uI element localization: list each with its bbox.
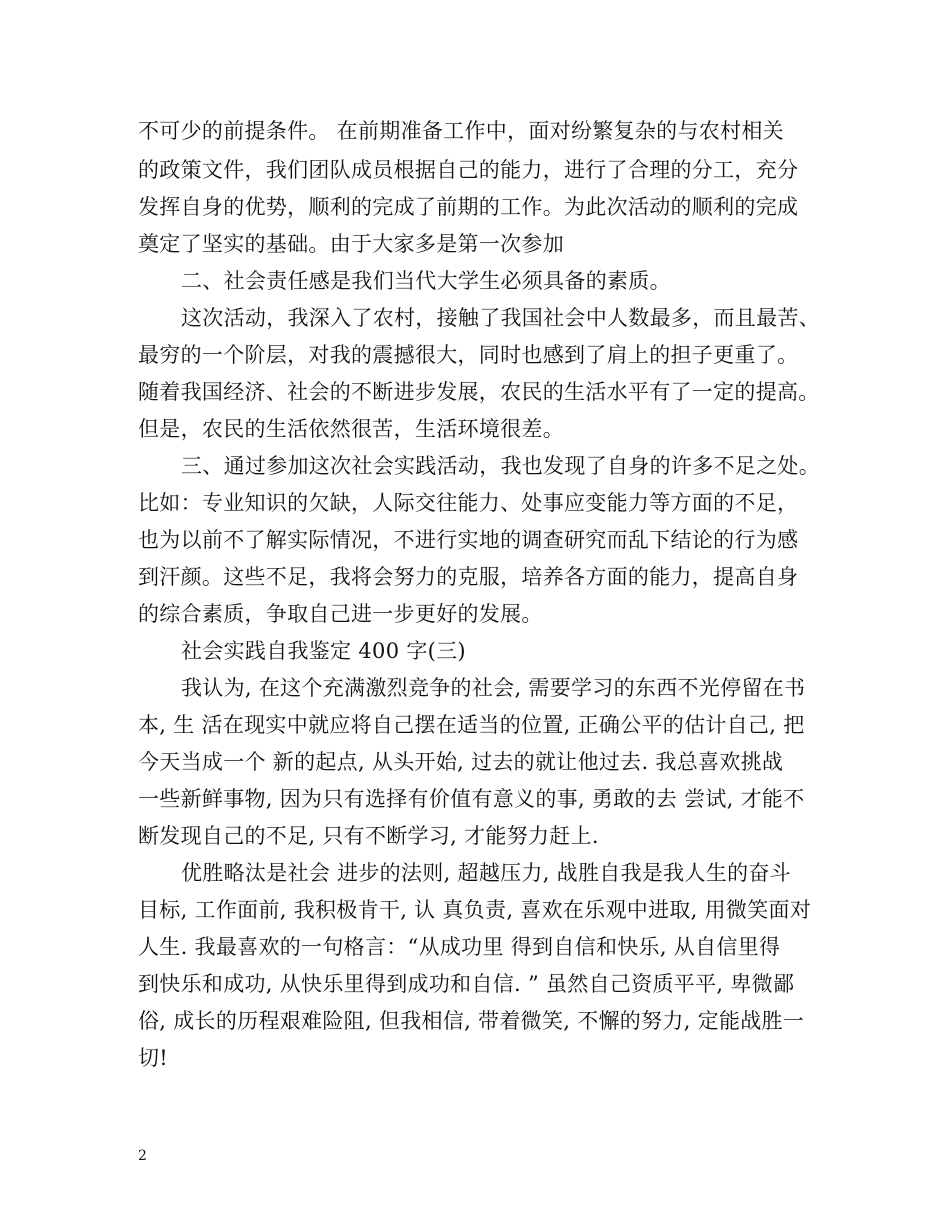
text-line: 目标, 工作面前, 我积极肯干, 认 真负责, 喜欢在乐观中进取, 用微笑面对: [138, 898, 812, 922]
page-number: 2: [138, 1148, 147, 1164]
section-title: 社会实践自我鉴定 400 字(三): [181, 639, 466, 663]
text-line: 人生. 我最喜欢的一句格言：“从成功里 得到自信和快乐, 从自信里得: [138, 935, 781, 959]
text-line: 但是，农民的生活依然很苦，生活环境很差。: [138, 417, 564, 441]
text-line: 到汗颜。这些不足，我将会努力的克服，培养各方面的能力，提高自身: [138, 565, 799, 589]
text-line: 的综合素质，争取自己进一步更好的发展。: [138, 602, 543, 626]
text-line: 的政策文件，我们团队成员根据自己的能力，进行了合理的分工，充分: [138, 158, 799, 182]
text-line: 最穷的一个阶层，对我的震撼很大，同时也感到了肩上的担子更重了。: [138, 343, 799, 367]
text-line: 优胜略汰是社会 进步的法则, 超越压力, 战胜自我是我人生的奋斗: [181, 861, 791, 885]
text-line: 今天当成一个 新的起点, 从头开始, 过去的就让他过去. 我总喜欢挑战: [138, 750, 784, 774]
text-line: 也为以前不了解实际情况，不进行实地的调查研究而乱下结论的行为感: [138, 528, 799, 552]
text-line: 一些新鲜事物, 因为只有选择有价值有意义的事, 勇敢的去 尝试, 才能不: [138, 787, 805, 811]
text-line: 我认为, 在这个充满激烈竞争的社会, 需要学习的东西不光停留在书: [181, 676, 806, 700]
section-heading-line: 二、社会责任感是我们当代大学生必须具备的素质。: [181, 269, 671, 293]
text-line: 奠定了坚实的基础。由于大家多是第一次参加: [138, 232, 564, 256]
section-heading-line: 三、通过参加这次社会实践活动，我也发现了自身的许多不足之处。: [181, 454, 820, 478]
text-line: 发挥自身的优势，顺利的完成了前期的工作。为此次活动的顺利的完成: [138, 195, 799, 219]
text-line: 断发现自己的不足, 只有不断学习, 才能努力赶上.: [138, 824, 599, 848]
text-line: 不可少的前提条件。 在前期准备工作中，面对纷繁复杂的与农村相关: [138, 119, 784, 143]
text-line: 比如：专业知识的欠缺，人际交往能力、处事应变能力等方面的不足，: [138, 491, 799, 515]
text-line: 本, 生 活在现实中就应将自己摆在适当的位置, 正确公平的估计自己, 把: [138, 713, 805, 737]
text-line: 俗, 成长的历程艰难险阻, 但我相信, 带着微笑, 不懈的努力, 定能战胜一: [138, 1009, 805, 1033]
text-line: 这次活动，我深入了农村，接触了我国社会中人数最多，而且最苦、: [181, 306, 820, 330]
text-line: 随着我国经济、社会的不断进步发展，农民的生活水平有了一定的提高。: [138, 380, 820, 404]
text-line: 切!: [138, 1046, 169, 1070]
text-line: 到快乐和成功, 从快乐里得到成功和自信. ” 虽然自己资质平平, 卑微鄙: [138, 972, 795, 996]
